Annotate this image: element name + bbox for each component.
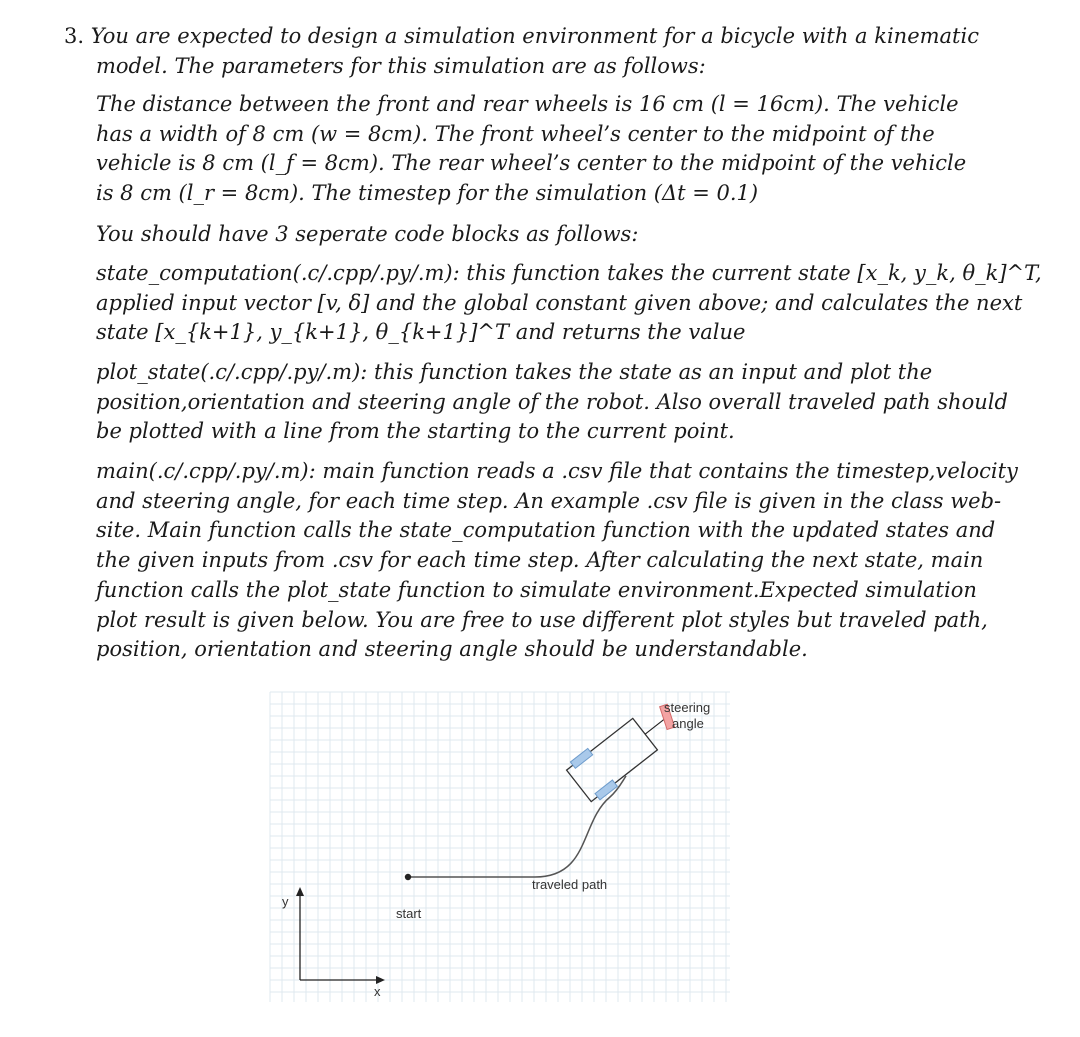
expected-simulation-figure: [260, 682, 730, 1007]
x-axis-arrow-icon: [376, 976, 385, 984]
main-line: plot result is given below. You are free to use different plot styles but traveled path,: [96, 607, 988, 632]
main-line: main(.c/.cpp/.py/.m): main function reads a .csv file that contains the timestep,velocity: [96, 459, 1018, 483]
start-label: start: [396, 906, 422, 921]
question-intro-line-2: model. The parameters for this simulation are as follows:: [96, 54, 706, 78]
code-blocks-intro: [96, 220, 966, 250]
parameters-line: vehicle is 8 cm (l_f = 8cm). The rear wheel’s center to the midpoint of the vehicle: [96, 151, 967, 176]
main-line: position, orientation and steering angle should be understandable.: [96, 637, 808, 662]
steering-label-line-1: steering: [664, 700, 711, 715]
question-number: 3.: [64, 24, 85, 48]
x-axis-label: x: [374, 984, 381, 999]
steering-label-line-2: angle: [672, 716, 704, 731]
plot-state-line: plot_state(.c/.cpp/.py/.m): this function takes the state as an input and plot the: [96, 360, 933, 384]
main-line: and steering angle, for each time step. An example .csv file is given in the class web-: [96, 488, 1002, 513]
main-line: the given inputs from .csv for each time step. After calculating the next state, main: [96, 548, 984, 573]
state-computation-line: state [x_{k+1}, y_{k+1}, θ_{k+1}]^T and returns the value: [96, 320, 746, 345]
parameters-line: The distance between the front and rear wheels is 16 cm (l = 16cm). The vehicle: [96, 92, 959, 116]
traveled-path-label: traveled path: [532, 877, 608, 892]
main-line: function calls the plot_state function to simulate environment.Expected simulation: [96, 577, 977, 602]
code-blocks-intro-text: You should have 3 seperate code blocks as follows:: [96, 222, 639, 246]
plot-state-line: position,orientation and steering angle of the robot. Also overall traveled path should: [96, 389, 1008, 414]
y-axis-label: y: [282, 894, 289, 909]
state-computation-paragraph: [96, 259, 1042, 348]
parameters-line: is 8 cm (l_r = 8cm). The timestep for the simulation (Δt = 0.1): [96, 181, 759, 206]
state-computation-line: applied input vector [v, δ] and the global constant given above; and calculates the next: [96, 290, 1023, 315]
question-intro-line-1: [64, 22, 979, 50]
y-axis-arrow-icon: [296, 887, 304, 896]
question-intro-text-1: You are expected to design a simulation environment for a bicycle with a kinematic: [90, 24, 979, 48]
plot-state-line: be plotted with a line from the starting to the current point.: [96, 419, 735, 444]
traveled-path-line: [408, 776, 626, 877]
main-line: site. Main function calls the state_computation function with the updated states and: [96, 518, 996, 543]
background-grid: [270, 692, 730, 1002]
start-point-marker: [405, 874, 411, 880]
plot-state-paragraph: [96, 358, 1008, 447]
parameters-paragraph: [96, 90, 966, 209]
state-computation-line: state_computation(.c/.cpp/.py/.m): this function takes the current state [x_k, y_k, θ_k]^T,: [96, 261, 1042, 285]
parameters-line: has a width of 8 cm (w = 8cm). The front wheel’s center to the midpoint of the: [96, 121, 935, 146]
main-paragraph: [96, 457, 1018, 665]
